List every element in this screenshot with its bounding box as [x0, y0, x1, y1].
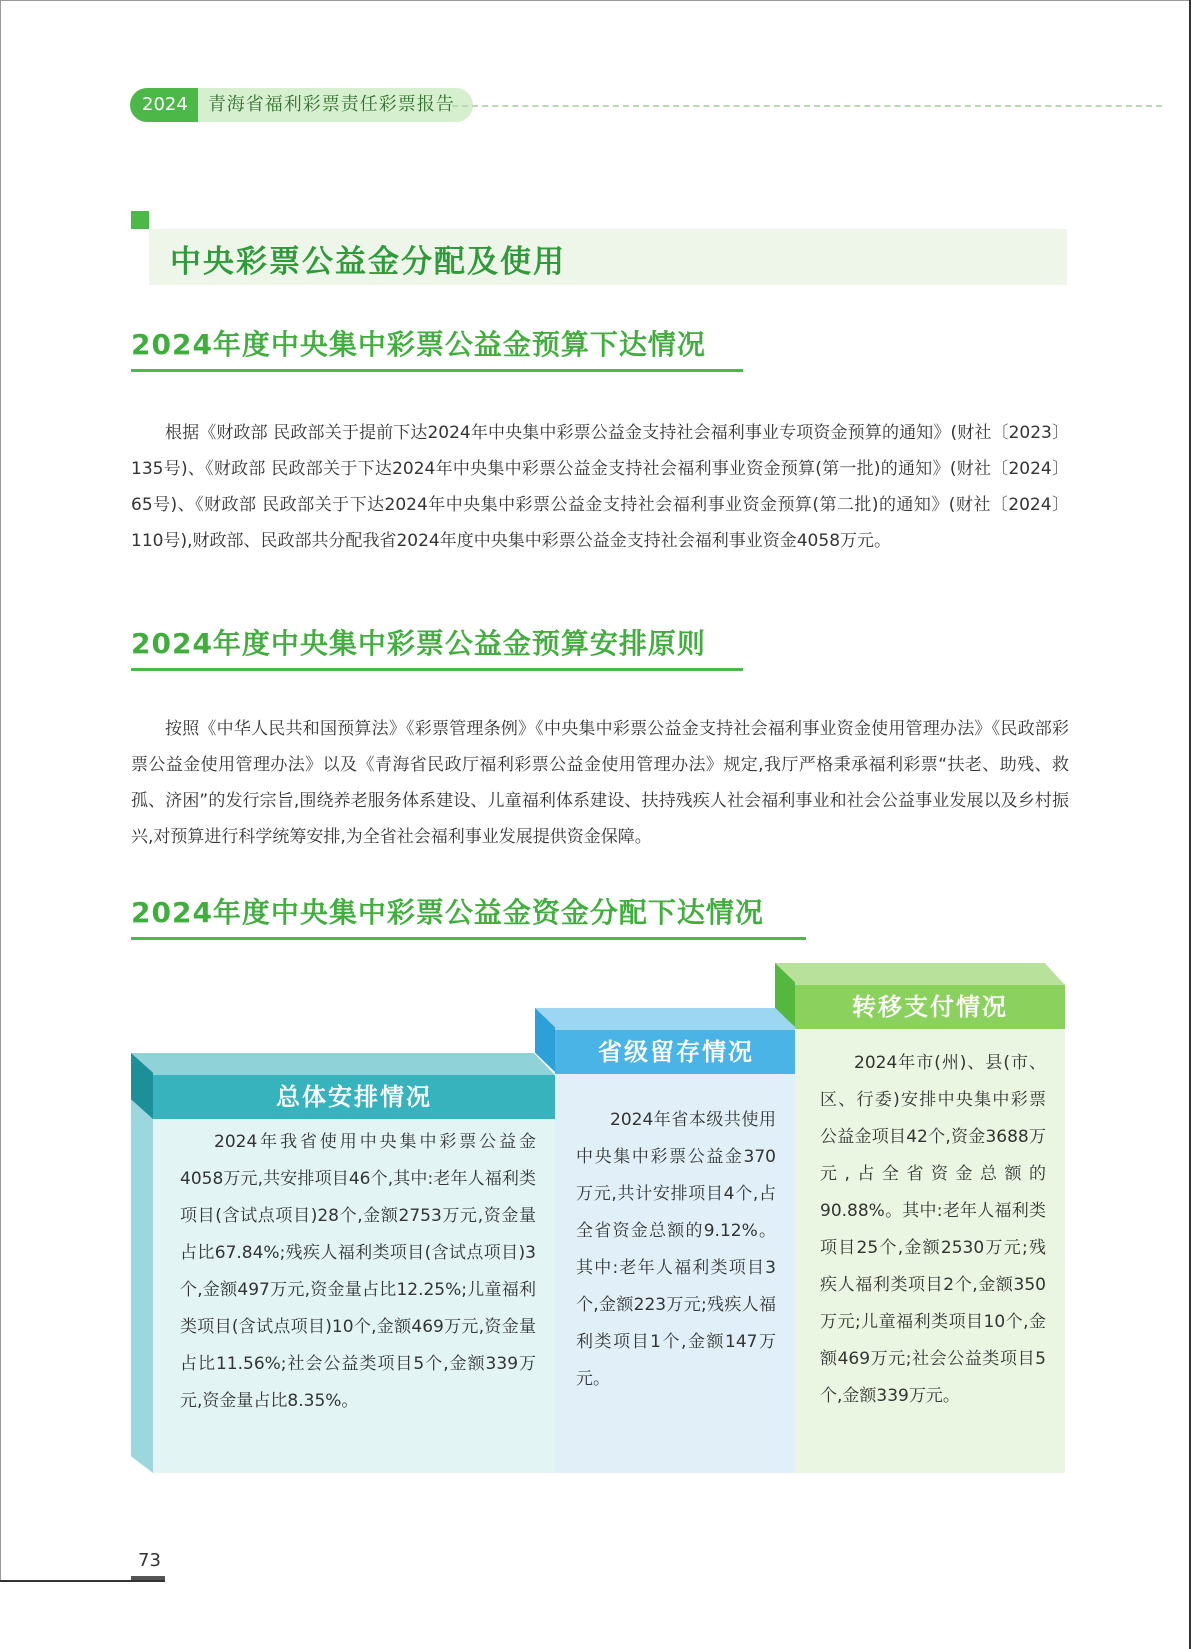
provincial-box-top-face	[535, 1008, 797, 1030]
footer-line	[0, 1580, 165, 1582]
overall-box-text: 2024年我省使用中央集中彩票公益金4058万元,共安排项目46个,其中:老年人福利类项目(含试点项目)28个,金额2753万元,资金量占比67.84%;残疾人福利类项目(含试点项目)3个,金额497万元,资金量占比12.25%;儿童福利类项目(含试点项目)10个,金额469万元,资金量占比11.56%;社会公益类项目5个,金额339万元,资金量占比8.35%。	[180, 1132, 536, 1411]
section-title: 中央彩票公益金分配及使用	[170, 244, 566, 280]
transfer-box-title: 转移支付情况	[795, 985, 1065, 1029]
transfer-box-text: 2024年市(州)、县(市、区、行委)安排中央集中彩票公益金项目42个,资金3688万元,占全省资金总额的90.88%。其中:老年人福利类项目25个,金额2530万元;残疾人福利类项目2个,金额350万元;儿童福利类项目10个,金额469万元;社会公益类项目5个,金额339万元。	[820, 1053, 1046, 1406]
provincial-box-title: 省级留存情况	[555, 1030, 797, 1074]
overall-box-top-face	[131, 1053, 555, 1075]
header-divider	[452, 105, 1162, 107]
transfer-box-top-face	[775, 963, 1065, 985]
provincial-box-text: 2024年省本级共使用中央集中彩票公益金370万元,共计安排项目4个,占全省资金总额的9.12%。其中:老年人福利类项目3个,金额223万元;残疾人福利类项目1个,金额147万元。	[576, 1110, 776, 1389]
page-number: 73	[138, 1550, 161, 1571]
subsection-title-principles: 2024年度中央集中彩票公益金预算安排原则	[131, 622, 743, 671]
header-year: 2024	[130, 88, 198, 122]
report-header	[130, 88, 473, 122]
paragraph-principles: 按照《中华人民共和国预算法》《彩票管理条例》《中央集中彩票公益金支持社会福利事业资金使用管理办法》《民政部彩票公益金使用管理办法》以及《青海省民政厅福利彩票公益金使用管理办法》规定,我厅严格秉承福利彩票“扶老、助残、救孤、济困”的发行宗旨,围绕养老服务体系建设、儿童福利体系建设、扶持残疾人社会福利事业和社会公益事业发展以及乡村振兴,对预算进行科学统筹安排,为全省社会福利事业发展提供资金保障。	[131, 719, 1069, 847]
header-title: 青海省福利彩票责任彩票报告	[198, 88, 473, 122]
page-frame-left	[0, 0, 1, 1580]
subsection-title-budget: 2024年度中央集中彩票公益金预算下达情况	[131, 323, 743, 372]
paragraph-budget: 根据《财政部 民政部关于提前下达2024年中央集中彩票公益金支持社会福利事业专项资金预算的通知》(财社〔2023〕135号)、《财政部 民政部关于下达2024年中央集中彩票公益金支持社会福利事业资金预算(第一批)的通知》(财社〔2024〕65号)、《财政部 民政部关于下达2024年中央集中彩票公益金支持社会福利事业资金预算(第二批)的通知》(财社〔2024〕110号),财政部、民政部共分配我省2024年度中央集中彩票公益金支持社会福利事业资金4058万元。	[131, 423, 1069, 551]
subsection-title-allocation: 2024年度中央集中彩票公益金资金分配下达情况	[131, 891, 806, 940]
section-marker	[131, 211, 149, 229]
overall-box-title: 总体安排情况	[153, 1075, 555, 1119]
page-frame-top	[0, 0, 1191, 1]
